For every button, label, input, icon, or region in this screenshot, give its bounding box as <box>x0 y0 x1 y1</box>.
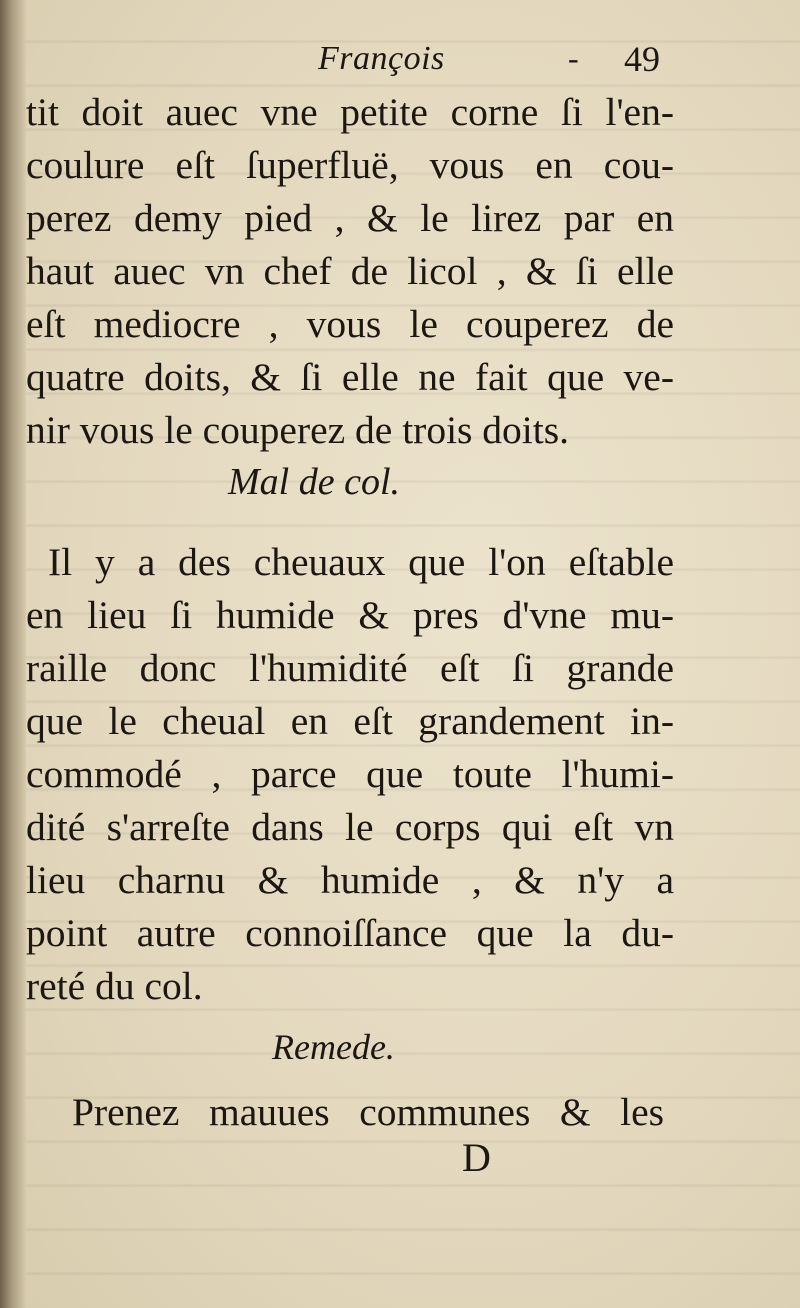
running-title: François <box>318 40 445 77</box>
text-line: raille donc l'humidité eſt ſi grande <box>26 646 674 690</box>
page-header <box>0 34 800 94</box>
text-line: Il y a des cheuaux que l'on eſtable <box>48 540 674 584</box>
page-gutter <box>0 0 26 1308</box>
paragraph-continued <box>26 86 674 457</box>
text-line: perez demy pied , & le lirez par en <box>26 196 674 240</box>
text-line: haut auec vn chef de licol , & ſi elle <box>26 249 674 293</box>
signature-mark: D <box>462 1135 491 1180</box>
text-line: lieu charnu & humide , & n'y a <box>26 858 674 902</box>
section-heading-mal-de-col: Mal de col. <box>228 461 401 503</box>
text-line: coulure eſt ſuperfluë, vous en cou- <box>26 143 674 187</box>
paragraph-mal-de-col <box>26 536 674 1013</box>
text-line: commodé , parce que toute l'humi- <box>26 752 674 796</box>
text-line: en lieu ſi humide & pres d'vne mu- <box>26 593 674 637</box>
text-line: quatre doits, & ſi elle ne fait que ve- <box>26 355 674 399</box>
page-number: 49 <box>624 39 660 79</box>
text-line: nir vous le couperez de trois doits. <box>26 408 569 452</box>
text-line: point autre connoiſſance que la du- <box>26 911 674 955</box>
text-line: eſt mediocre , vous le couperez de <box>26 302 674 346</box>
text-line: reté du col. <box>26 964 203 1008</box>
text-line: tit doit auec vne petite corne ſi l'en- <box>26 90 674 134</box>
text-line: dité s'arreſte dans le corps qui eſt vn <box>26 805 674 849</box>
paragraph-remede <box>72 1086 664 1139</box>
text-line: que le cheual en eſt grandement in- <box>26 699 674 743</box>
text-line: Prenez mauues communes & les <box>72 1090 664 1134</box>
header-dash: - <box>568 40 579 76</box>
section-heading-remede: Remede. <box>272 1027 395 1067</box>
